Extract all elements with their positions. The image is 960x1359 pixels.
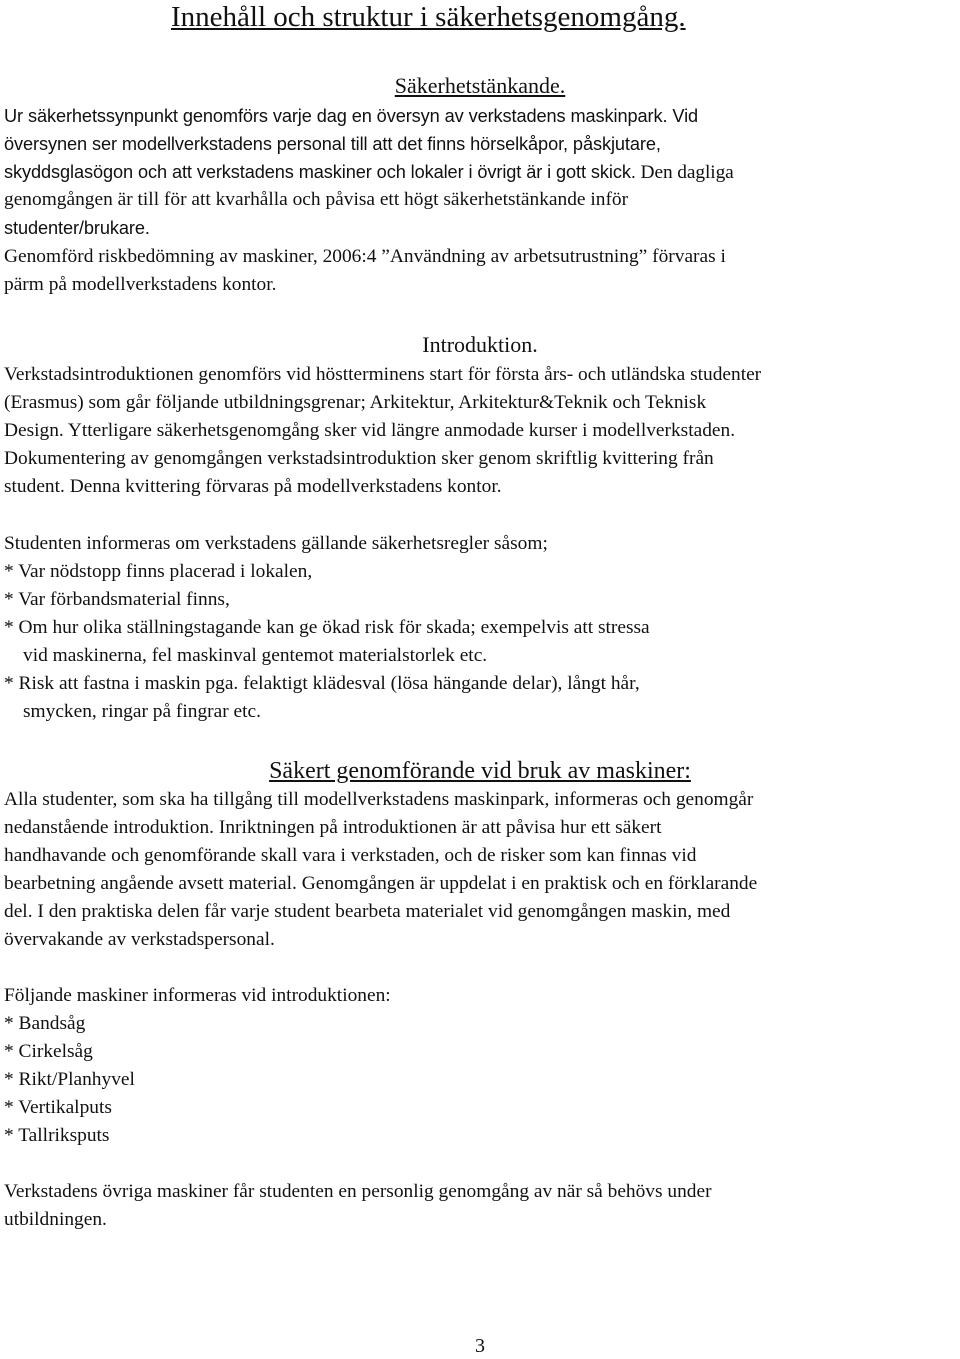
text-line: övervakande av verkstadspersonal.: [4, 929, 275, 950]
text-line: Dokumentering av genomgången verkstadsintroduktion sker genom skriftlig kvittering från: [4, 448, 714, 469]
text-line: (Erasmus) som går följande utbildningsgrenar; Arkitektur, Arkitektur&Teknik och Teknisk: [4, 392, 707, 413]
list-item: * Cirkelsåg: [4, 1041, 93, 1062]
list-machines: [4, 982, 956, 1150]
paragraph-introduction: [4, 361, 956, 501]
text-line: Design. Ytterligare säkerhetsgenomgång sker vid längre anmodade kurser i modellverkstaden.: [4, 420, 736, 441]
text-line: genomgången är till för att kvarhålla och påvisa ett högt säkerhetstänkande inför: [4, 189, 629, 210]
heading-introduction: Introduktion.: [422, 332, 538, 357]
paragraph-safe-use: [4, 786, 956, 954]
text-span: Den dagliga: [635, 162, 734, 183]
text-line: studenter/brukare.: [4, 218, 150, 238]
text-span: skyddsglasögon och att verkstadens maskiner och lokaler i övrigt är i gott skick.: [4, 162, 636, 182]
text-line: översynen ser modellverkstadens personal till att det finns hörselkåpor, påskjutare,: [4, 134, 661, 154]
heading-safe-use: Säkert genomförande vid bruk av maskiner:: [269, 758, 691, 784]
text-line: pärm på modellverkstadens kontor.: [4, 274, 277, 295]
text-line: Genomförd riskbedömning av maskiner, 2006:4 ”Användning av arbetsutrustning” förvaras i: [4, 246, 726, 267]
text-line: del. I den praktiska delen får varje student bearbeta materialet vid genomgången maskin, med: [4, 901, 731, 922]
text-line: utbildningen.: [4, 1209, 107, 1230]
list-item: * Var nödstopp finns placerad i lokalen,: [4, 561, 313, 582]
list-item-continuation: smycken, ringar på fingrar etc.: [23, 701, 261, 722]
heading-safety-thinking: Säkerhetstänkande.: [394, 73, 566, 98]
list-item: * Vertikalputs: [4, 1097, 112, 1118]
list-item: * Tallriksputs: [4, 1125, 110, 1146]
text-line: handhavande och genomförande skall vara i verkstaden, och de risker som kan finnas vid: [4, 845, 697, 866]
text-line: student. Denna kvittering förvaras på modellverkstadens kontor.: [4, 476, 502, 497]
text-line: [4, 158, 956, 187]
document-title: Innehåll och struktur i säkerhetsgenomgång.: [171, 1, 686, 33]
list-intro: Studenten informeras om verkstadens gällande säkerhetsregler såsom;: [4, 533, 548, 554]
list-safety-rules: [4, 530, 956, 726]
list-item-continuation: vid maskinerna, fel maskinval gentemot materialstorlek etc.: [23, 645, 488, 666]
paragraph-other-machines: [4, 1178, 956, 1234]
list-item: * Risk att fastna i maskin pga. felaktigt klädesval (lösa hängande delar), långt hår,: [4, 673, 640, 694]
page-number: 3: [475, 1335, 485, 1357]
text-line: Verkstadsintroduktionen genomförs vid höstterminens start för första års- och utländska studenter: [4, 364, 762, 385]
list-item: * Rikt/Planhyvel: [4, 1069, 135, 1090]
paragraph-safety-thinking-3: [4, 214, 956, 242]
text-line: bearbetning angående avsett material. Genomgången är uppdelat i en praktisk och en förklarande: [4, 873, 758, 894]
text-line: nedanstående introduktion. Inriktningen på introduktionen är att påvisa hur ett säkert: [4, 817, 662, 838]
text-line: Verkstadens övriga maskiner får studenten en personlig genomgång av när så behövs under: [4, 1181, 712, 1202]
list-intro: Följande maskiner informeras vid introduktionen:: [4, 985, 391, 1006]
text-line: Alla studenter, som ska ha tillgång till modellverkstadens maskinpark, informeras och genomgår: [4, 789, 754, 810]
text-line: Ur säkerhetssynpunkt genomförs varje dag en översyn av verkstadens maskinpark. Vid: [4, 106, 699, 126]
paragraph-safety-thinking: [4, 102, 956, 187]
list-item: * Var förbandsmaterial finns,: [4, 589, 230, 610]
paragraph-safety-thinking-2: [4, 186, 956, 214]
list-item: * Bandsåg: [4, 1013, 86, 1034]
paragraph-risk-assessment: [4, 243, 956, 299]
list-item: * Om hur olika ställningstagande kan ge ökad risk för skada; exempelvis att stressa: [4, 617, 650, 638]
